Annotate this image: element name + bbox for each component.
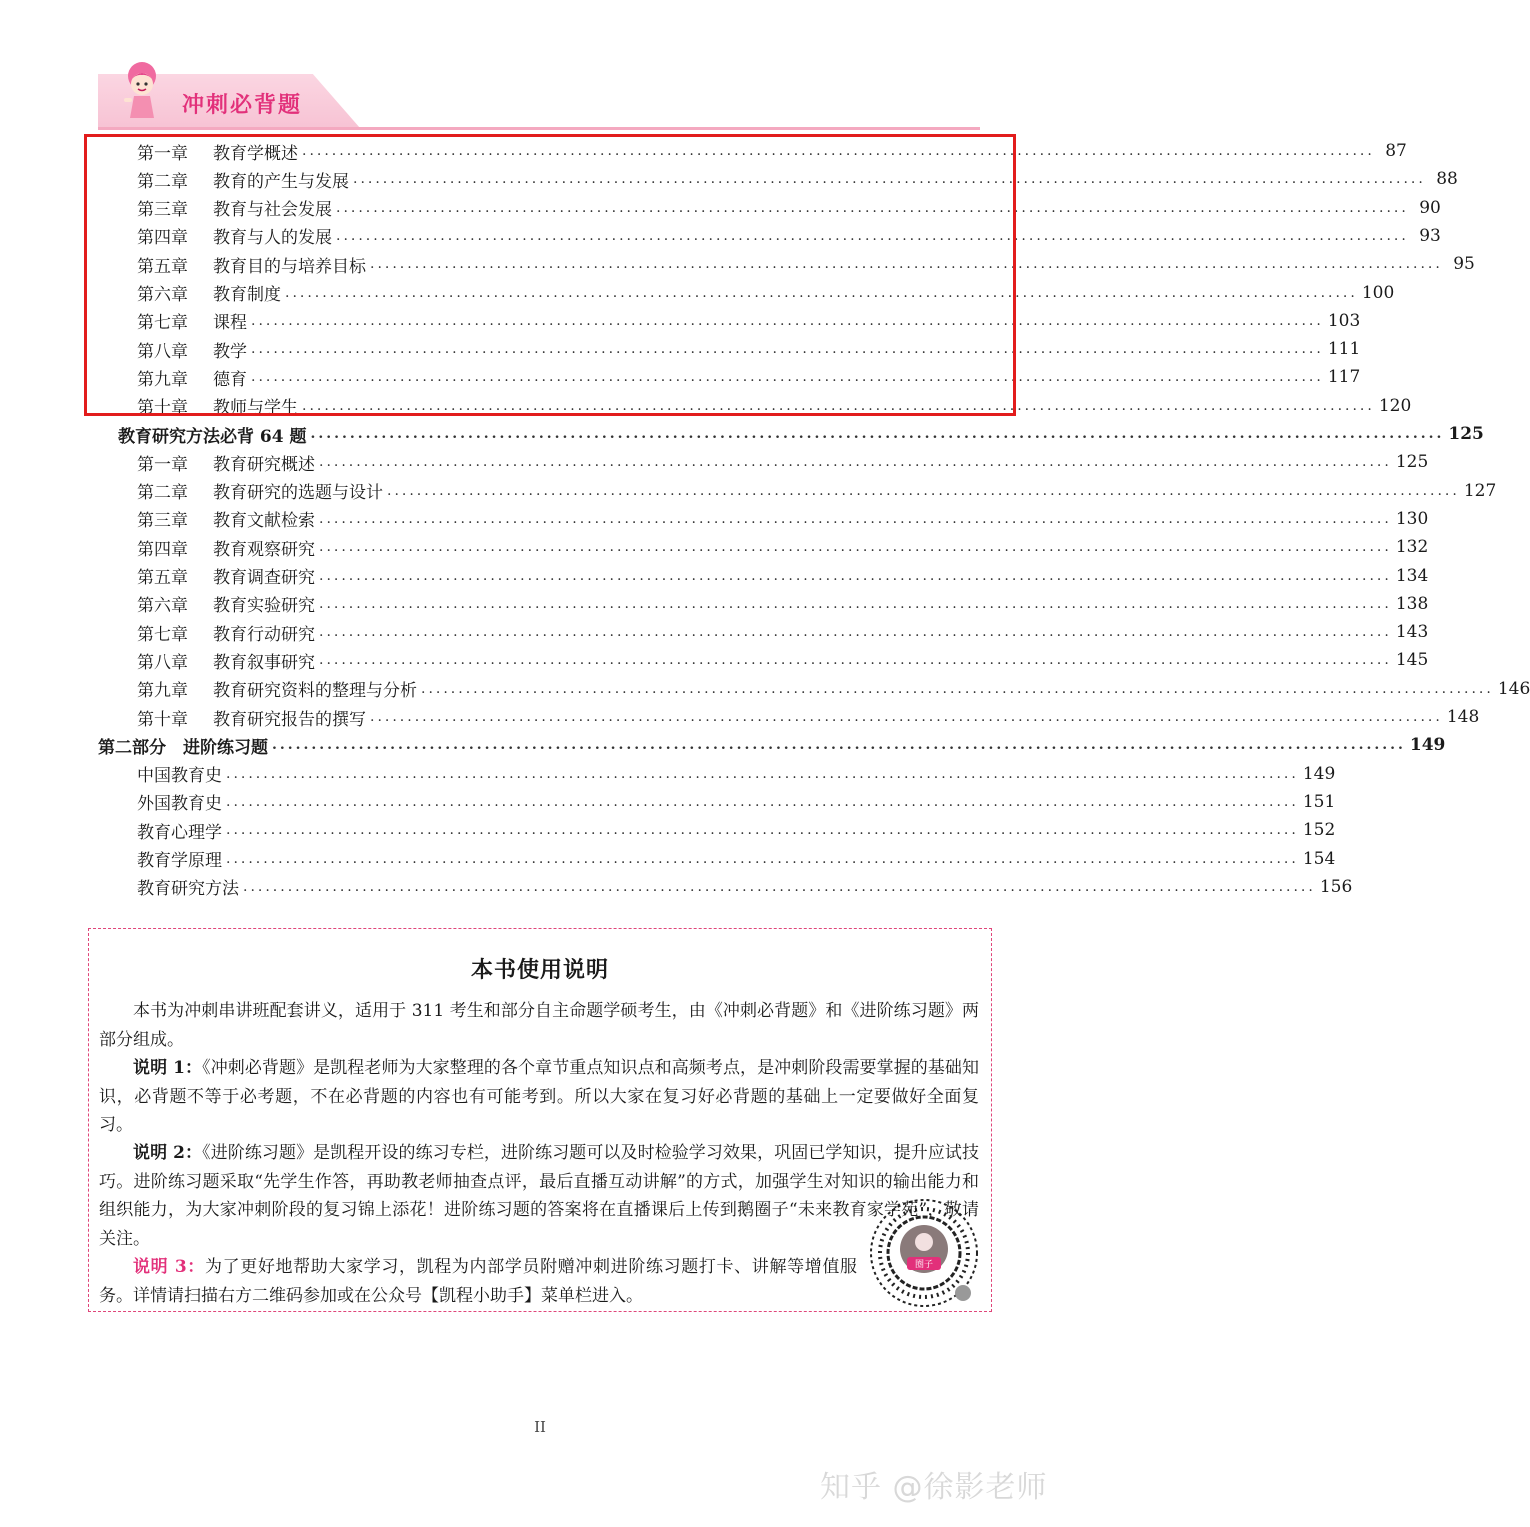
toc-title: 教师与学生: [213, 398, 298, 419]
toc-title: 教育心理学: [137, 822, 222, 843]
toc-page-number: 93: [1419, 225, 1441, 246]
toc-leader-dots: ................................................................................................................................................: [319, 567, 1392, 584]
toc-page-number: 132: [1395, 537, 1429, 558]
toc-page-number: 103: [1327, 310, 1361, 331]
toc-chapter-number: 第三章: [137, 511, 188, 532]
toc-title: 教育目的与培养目标: [213, 256, 366, 277]
toc-title: 教育研究方法必背 64 题: [118, 426, 307, 447]
toc-title: 课程: [213, 313, 247, 334]
toc-leader-dots: ................................................................................................................................................: [336, 227, 1409, 244]
toc-row[interactable]: [137, 448, 1429, 476]
toc-title: 教育行动研究: [213, 624, 315, 645]
toc-page-number: 88: [1436, 169, 1458, 190]
toc-chapter-number: 第五章: [137, 256, 188, 277]
toc-leader-dots: ................................................................................................................................................: [226, 850, 1299, 867]
toc-title: 教育制度: [213, 285, 281, 305]
notice-intro: 本书为冲刺串讲班配套讲义，适用于 311 考生和部分自主命题学硕考生，由《冲刺必背题》和《进阶练习题》两部分组成。: [99, 1001, 979, 1050]
toc-title: 教育调查研究: [213, 568, 315, 588]
toc-page-number: 90: [1419, 197, 1441, 218]
toc-leader-dots: ................................................................................................................................................: [226, 765, 1299, 782]
toc-title: 教育叙事研究: [213, 652, 315, 673]
toc-chapter-number: 第五章: [137, 568, 188, 588]
toc-leader-dots: ................................................................................................................................................: [251, 312, 1324, 329]
toc-title: 教育与人的发展: [213, 228, 332, 249]
toc-chapter-number: 第七章: [137, 313, 188, 334]
toc-row[interactable]: [137, 618, 1429, 646]
toc-page-number: 156: [1319, 876, 1353, 897]
toc-chapter-number: 第二章: [137, 171, 188, 192]
toc-title: 教育文献检索: [213, 511, 315, 532]
toc-leader-dots: ................................................................................................................................................: [319, 624, 1392, 641]
toc-title: 教育的产生与发展: [213, 171, 349, 192]
toc-leader-dots: ................................................................................................................................................: [319, 454, 1392, 471]
toc-leader-dots: ................................................................................................................................................: [302, 397, 1375, 414]
toc-row[interactable]: [98, 731, 1446, 759]
toc-leader-dots: ................................................................................................................................................: [319, 595, 1392, 612]
toc-leader-dots: ................................................................................................................................................: [319, 510, 1392, 527]
toc-title: 第二部分 进阶练习题: [98, 737, 268, 758]
toc-chapter-number: 第四章: [137, 228, 188, 249]
toc-page-number: 130: [1395, 508, 1429, 529]
toc-row[interactable]: [137, 816, 1336, 844]
toc-leader-dots: ................................................................................................................................................: [243, 878, 1316, 895]
toc-leader-dots: ................................................................................................................................................: [421, 680, 1494, 697]
toc-page-number: 125: [1395, 452, 1429, 473]
toc-chapter-number: 第一章: [137, 454, 188, 475]
toc-row[interactable]: [137, 760, 1336, 788]
toc-row[interactable]: [137, 562, 1429, 590]
notice-note-2: [99, 1139, 979, 1253]
toc-chapter-number: 第四章: [137, 539, 188, 560]
notice-note-3: [99, 1253, 857, 1310]
toc-title: 教育研究的选题与设计: [213, 483, 383, 504]
toc-page-number: 111: [1327, 339, 1361, 360]
toc-title: 德育: [213, 369, 247, 390]
toc-leader-dots: ................................................................................................................................................: [336, 199, 1409, 216]
toc-chapter-number: 第八章: [137, 341, 188, 362]
toc-page-number: 151: [1302, 791, 1336, 812]
toc-leader-dots: ................................................................................................................................................: [387, 482, 1460, 499]
watermark: 知乎 @徐影老师: [820, 1470, 1048, 1505]
toc-title: 教育与社会发展: [213, 200, 332, 221]
toc-chapter-number: 第八章: [137, 652, 188, 673]
toc-leader-dots: ................................................................................................................................................: [353, 171, 1426, 188]
toc-title: 教育研究方法: [137, 879, 239, 900]
toc-page-number: 120: [1378, 395, 1412, 416]
toc-page-number: 152: [1302, 820, 1336, 841]
toc-row[interactable]: [118, 420, 1484, 448]
qr-code-icon[interactable]: [867, 1197, 981, 1309]
toc-title: 教育研究资料的整理与分析: [213, 681, 417, 702]
toc-chapter-number: 第七章: [137, 624, 188, 645]
toc-row[interactable]: [137, 845, 1336, 873]
toc-title: 中国教育史: [137, 766, 222, 787]
note-2-label: 说明 2：: [133, 1143, 203, 1163]
toc-page-number: 145: [1395, 650, 1429, 671]
toc-page-number: 117: [1327, 367, 1361, 388]
note-2-text: 《进阶练习题》是凯程开设的练习专栏，进阶练习题可以及时检验学习效果，巩固已学知识，提升应试技巧。进阶练习题采取“先学生作答，再助教老师抽查点评，最后直播互动讲解”的方式，加强学生对知识的输出能力和组织能力，为大家冲刺阶段的复习锦上添花！进阶练习题的答案将在直播课后上传到鹅圈子“未来教育家学苑”，敬请关注。: [99, 1143, 979, 1249]
toc-row[interactable]: [137, 703, 1480, 731]
highlight-box: [84, 134, 1016, 419]
toc-leader-dots: ................................................................................................................................................: [251, 341, 1324, 358]
toc-title: 教育实验研究: [213, 596, 315, 617]
toc-leader-dots: ................................................................................................................................................: [302, 143, 1375, 159]
header-underline: [98, 127, 980, 130]
toc-chapter-number: 第九章: [137, 369, 188, 390]
toc-leader-dots: ................................................................................................................................................: [319, 539, 1392, 556]
toc-page-number: 87: [1385, 141, 1407, 161]
toc-page-number: 138: [1395, 593, 1429, 614]
notice-note-1: [99, 1054, 979, 1140]
toc-page-number: 154: [1302, 848, 1336, 869]
note-3-label: 说明 3：: [133, 1257, 205, 1277]
toc-chapter-number: 第十章: [137, 398, 188, 419]
toc-page-number: 143: [1395, 622, 1429, 643]
toc-title: 教育学原理: [137, 851, 222, 871]
toc-page-number: 146: [1497, 678, 1530, 699]
toc-leader-dots: ................................................................................................................................................: [319, 652, 1392, 669]
toc-page-number: 148: [1446, 707, 1480, 727]
toc-page-number: 127: [1463, 480, 1497, 501]
toc-page-number: 100: [1361, 282, 1395, 303]
toc-leader-dots: ................................................................................................................................................: [226, 822, 1299, 839]
toc-page-number: 134: [1395, 565, 1429, 586]
page-number: II: [534, 1418, 546, 1436]
toc-chapter-number: 第二章: [137, 483, 188, 504]
toc-chapter-number: 第六章: [137, 285, 188, 305]
toc-row[interactable]: [137, 505, 1429, 533]
toc-leader-dots: ................................................................................................................................................: [370, 256, 1443, 273]
toc-page-number: 95: [1453, 254, 1475, 275]
toc-chapter-number: 第六章: [137, 596, 188, 617]
toc-title: 教育研究概述: [213, 454, 315, 475]
note-3-text: 为了更好地帮助大家学习，凯程为内部学员附赠冲刺进阶练习题打卡、讲解等增值服务。详情请扫描右方二维码参加或在公众号【凯程小助手】菜单栏进入。: [99, 1257, 858, 1306]
toc-leader-dots: ................................................................................................................................................: [226, 793, 1299, 810]
toc-row[interactable]: [137, 646, 1429, 674]
usage-notice-box: [88, 928, 992, 1312]
mascot-icon: [112, 60, 172, 124]
note-1-label: 说明 1：: [133, 1058, 203, 1078]
toc-leader-dots: ................................................................................................................................................: [285, 284, 1358, 301]
note-1-text: 《冲刺必背题》是凯程老师为大家整理的各个章节重点知识点和高频考点，是冲刺阶段需要掌握的基础知识，必背题不等于必考题，不在必背题的内容也有可能考到。所以大家在复习好必背题的基础上一定要做好全面复习。: [99, 1058, 979, 1135]
toc-title: 教育学概述: [213, 143, 298, 164]
toc-chapter-number: 第一章: [137, 143, 188, 164]
toc-chapter-number: 第九章: [137, 681, 188, 702]
toc-row[interactable]: [137, 788, 1336, 816]
toc-page-number: 125: [1448, 424, 1484, 444]
toc-page-number: 149: [1302, 763, 1336, 784]
toc-leader-dots: ................................................................................................................................................: [251, 369, 1324, 386]
toc-title: 教学: [213, 341, 247, 362]
header-title: 冲刺必背题: [182, 93, 303, 118]
qr-label: 圈子: [914, 1260, 934, 1270]
toc-chapter-number: 第十章: [137, 709, 188, 730]
toc-row[interactable]: [137, 533, 1429, 561]
notice-title: 本书使用说明: [470, 957, 609, 983]
toc-title: 教育观察研究: [213, 539, 315, 560]
toc-page-number: 149: [1409, 735, 1446, 756]
toc-row[interactable]: [137, 675, 1530, 703]
toc-title: 外国教育史: [137, 794, 222, 815]
toc-leader-dots: ................................................................................................................................................: [310, 426, 1445, 442]
toc-chapter-number: 第三章: [137, 200, 188, 221]
toc-leader-dots: ................................................................................................................................................: [370, 709, 1443, 725]
toc-row[interactable]: [137, 873, 1353, 901]
toc-row[interactable]: [137, 477, 1497, 505]
toc-row[interactable]: [137, 590, 1429, 618]
toc-title: 教育研究报告的撰写: [213, 709, 366, 730]
toc-leader-dots: ................................................................................................................................................: [272, 737, 1406, 754]
